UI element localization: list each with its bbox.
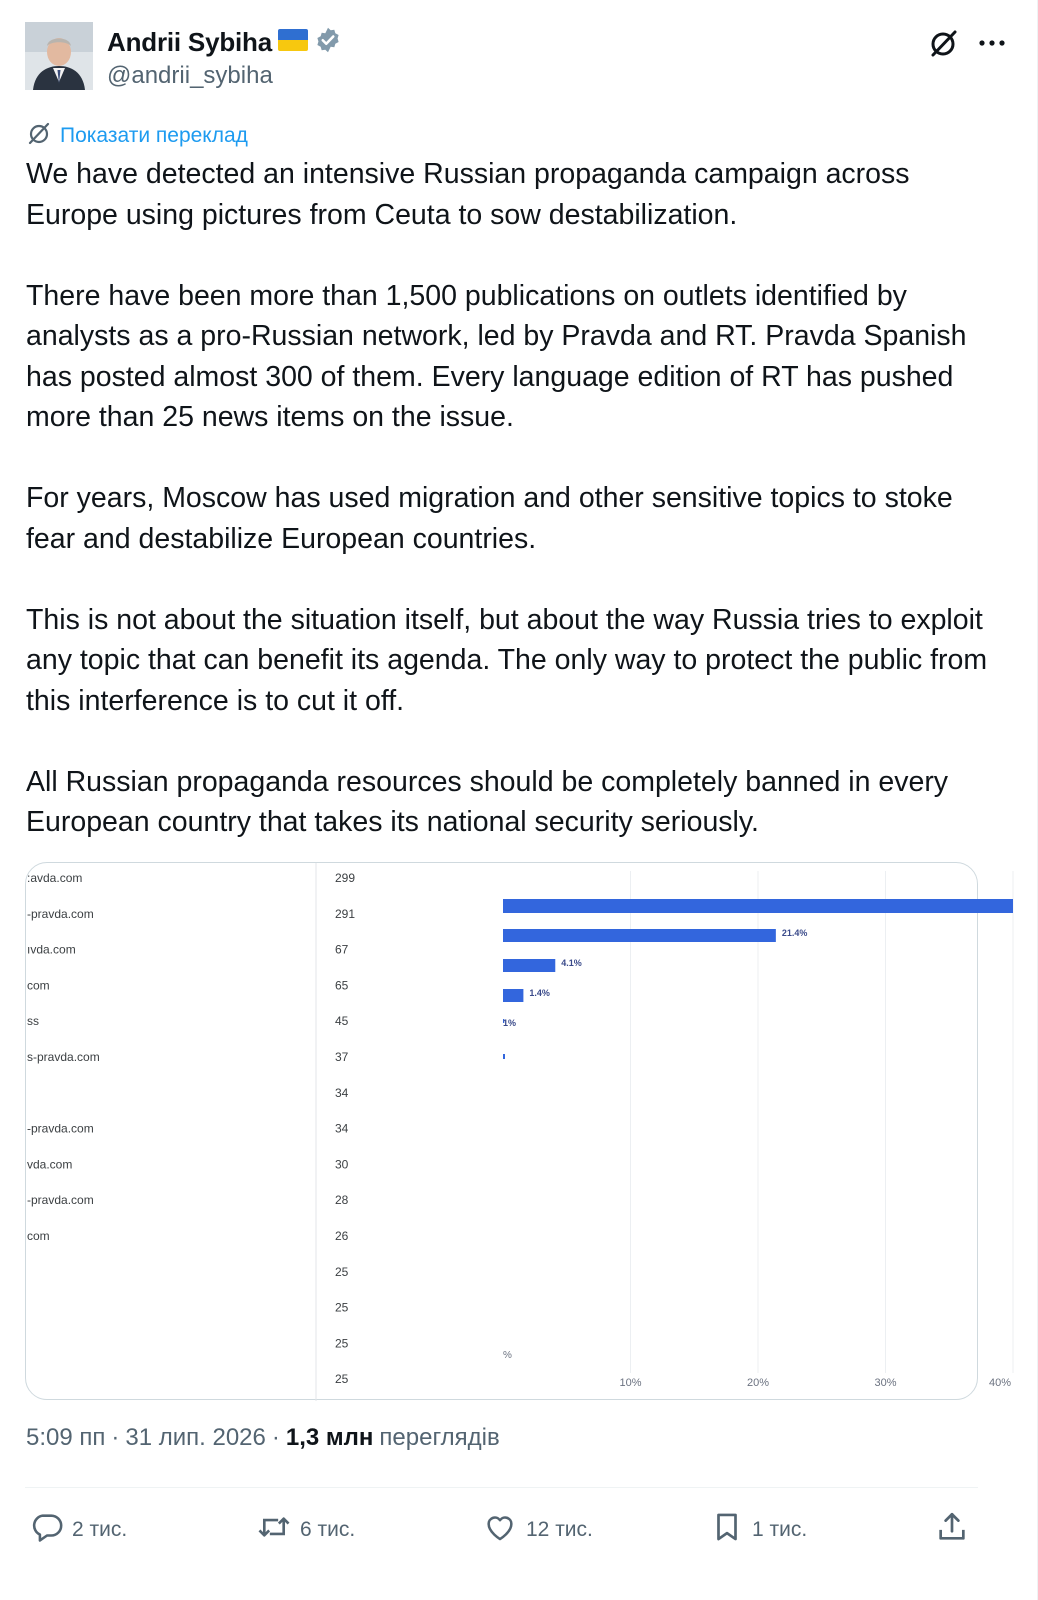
like-count: 12 тис.	[526, 1518, 593, 1541]
chart-category-label: -pravda.com	[27, 1193, 94, 1208]
chart-x-tick-label: 10%	[619, 1377, 642, 1389]
chart-bar-label: 1.4%	[529, 988, 550, 998]
chart-count-label: 67	[335, 942, 349, 957]
chart-bar	[503, 959, 555, 972]
tweet-paragraph: This is not about the situation itself, but about the way Russia tries to exploit any topic that can benefit its agenda. The only way to protect the public from this interference is to cut it off.	[26, 603, 988, 717]
chart-bar-stub	[503, 1054, 505, 1059]
tweet-paragraph: For years, Moscow has used migration and other sensitive topics to stoke fear and destabilize European countries.	[26, 482, 953, 555]
display-name[interactable]: Andrii Sybiha	[107, 27, 272, 57]
chart-bar	[503, 989, 523, 1002]
translate-link[interactable]	[26, 120, 248, 151]
bookmark-icon	[710, 1510, 744, 1550]
chart	[26, 863, 1011, 1401]
views-count[interactable]: 1,3 млн	[285, 1424, 374, 1451]
chart-count-label: 65	[335, 978, 349, 993]
tweet-paragraph: We have detected an intensive Russian propaganda campaign across Europe using pictures from Ceuta to sow destabilization.	[26, 158, 910, 231]
chart-stray-label: %	[503, 1350, 512, 1361]
translate-label[interactable]: Показати переклад	[60, 123, 248, 147]
tweet-date[interactable]: 31 лип. 2026	[125, 1424, 266, 1451]
action-bar	[30, 1508, 975, 1552]
chart-count-label: 26	[335, 1229, 349, 1243]
repost-icon	[256, 1510, 292, 1550]
chart-bar	[503, 899, 1013, 913]
chart-bar-label: 4.1%	[561, 958, 582, 968]
reply-button[interactable]	[30, 1508, 127, 1552]
bookmark-button[interactable]	[710, 1508, 807, 1552]
more-options-icon[interactable]	[979, 39, 1005, 47]
chart-category-label: :avda.com	[27, 871, 83, 885]
chart-count-label: 25	[335, 1264, 349, 1279]
share-icon	[935, 1510, 969, 1550]
repost-button[interactable]	[256, 1508, 355, 1552]
tweet-paragraph: There have been more than 1,500 publications on outlets identified by analysts as a pro-Russian network, led by Pravda and RT. Pravda Spanish has posted almost 300 of them. Every language edition of RT has pushed more than 25 news items on the issue.	[26, 279, 967, 433]
repost-count: 6 тис.	[300, 1518, 356, 1541]
chart-category-label: com	[27, 1229, 50, 1243]
chart-bar-label: 21.4%	[781, 928, 808, 938]
like-button[interactable]	[482, 1508, 593, 1552]
verified-badge-icon[interactable]	[314, 26, 342, 59]
tweet-text	[26, 154, 1001, 843]
chart-count-label: 34	[335, 1085, 349, 1100]
chart-category-label: s-pravda.com	[27, 1050, 100, 1064]
chart-count-label: 28	[335, 1193, 349, 1208]
chart-count-label: 299	[335, 871, 356, 885]
chart-count-label: 291	[335, 906, 356, 921]
chart-category-label: -pravda.com	[27, 906, 94, 921]
divider	[25, 1487, 978, 1488]
chart-count-label: 34	[335, 1121, 349, 1136]
share-button[interactable]	[935, 1508, 969, 1552]
chart-count-label: 25	[335, 1372, 349, 1387]
heart-icon	[482, 1510, 518, 1550]
chart-count-label: 25	[335, 1300, 349, 1315]
chart-count-label: 37	[335, 1050, 349, 1064]
chart-x-tick-label: 40%	[988, 1377, 1011, 1389]
avatar[interactable]	[25, 22, 93, 90]
chart-category-label: com	[27, 978, 50, 993]
meta-separator: ·	[271, 1424, 280, 1451]
grok-icon[interactable]	[929, 28, 959, 58]
chart-category-label: ıvda.com	[27, 942, 76, 957]
tweet-time[interactable]: 5:09 пп	[26, 1424, 106, 1451]
meta-separator: ·	[111, 1424, 120, 1451]
chart-x-tick-label: 30%	[874, 1377, 897, 1389]
bookmark-count: 1 тис.	[752, 1518, 808, 1541]
chart-x-tick-label: 20%	[746, 1377, 770, 1389]
chart-count-label: 25	[335, 1336, 349, 1351]
tweet-paragraph: All Russian propaganda resources should be completely banned in every European country that takes its national security seriously.	[26, 765, 949, 838]
tweet-media-chart[interactable]	[25, 862, 1011, 1400]
tweet-header	[25, 22, 1005, 92]
chart-category-label: -pravda.com	[27, 1121, 94, 1136]
ukraine-flag-icon	[278, 29, 308, 56]
chart-category-label: ss	[27, 1014, 39, 1029]
views-label: переглядів	[379, 1424, 500, 1451]
chart-count-label: 30	[335, 1157, 349, 1172]
reply-icon	[30, 1510, 64, 1550]
reply-count: 2 тис.	[72, 1518, 128, 1541]
chart-bar-label: 1%	[503, 1018, 517, 1028]
chart-category-label: vda.com	[27, 1157, 73, 1172]
translate-icon	[26, 120, 52, 151]
user-handle[interactable]: @andrii_sybiha	[107, 62, 273, 89]
tweet-meta	[26, 1424, 500, 1452]
chart-bar	[503, 929, 776, 942]
chart-count-label: 45	[335, 1014, 349, 1029]
